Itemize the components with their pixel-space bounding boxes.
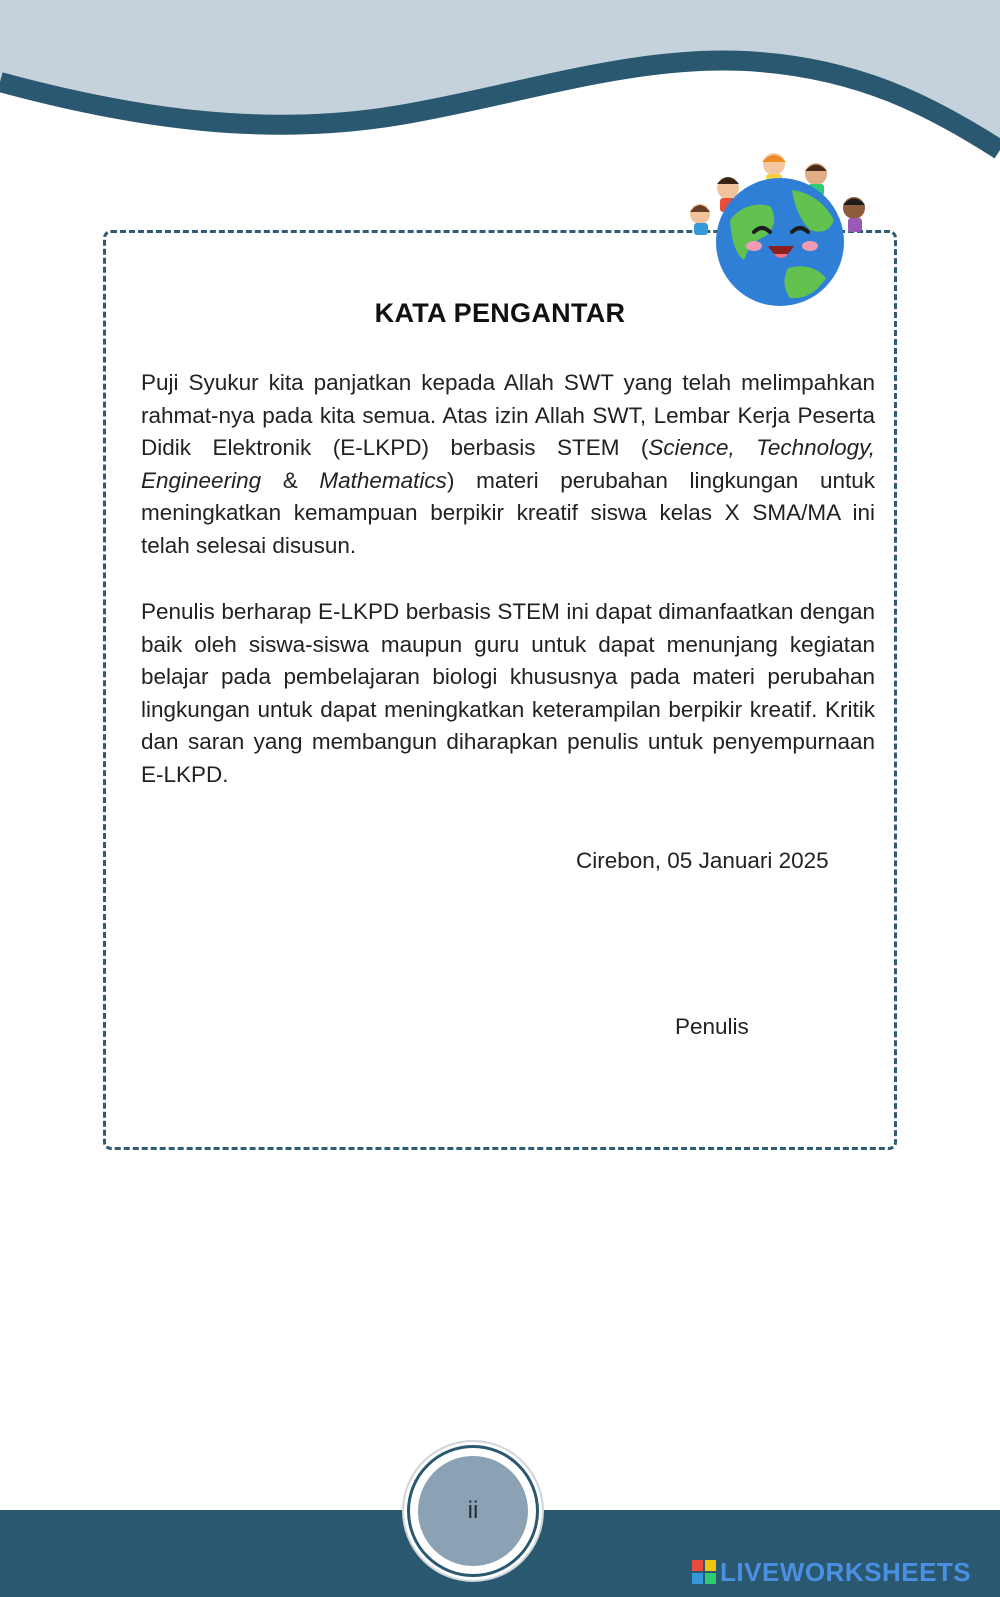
- hope-paragraph: Penulis berharap E-LKPD berbasis STEM ini dapat dimanfaatkan dengan baik oleh siswa-siswa maupun guru untuk dapat menunjang kegiatan belajar pada pembelajaran biologi khususnya pada materi perubahan lingkungan untuk dapat meningkatkan keterampilan berpikir kreatif. Kritik dan saran yang membangun diharapkan penulis untuk penyempurnaan E-LKPD.: [141, 599, 875, 787]
- watermark-text: LIVEWORKSHEETS: [720, 1556, 972, 1587]
- place-date: Cirebon, 05 Januari 2025: [576, 848, 829, 873]
- smiling-earth-with-children-icon: [688, 150, 878, 320]
- author-signature: Penulis: [675, 1014, 749, 1039]
- intro-paragraph-text-end: ) materi perubahan lingkungan untuk meningkatkan kemampuan berpikir kreatif siswa kelas X SMA/MA ini telah selesai disusun.: [141, 467, 875, 558]
- intro-paragraph-italic-2: Mathematics: [319, 467, 447, 493]
- page-title: KATA PENGANTAR: [374, 298, 626, 328]
- top-wave-decoration: [0, 0, 1000, 170]
- liveworksheets-watermark: [692, 1555, 992, 1589]
- page-number-badge: [418, 1456, 528, 1566]
- intro-paragraph: [141, 367, 875, 563]
- liveworksheets-logo-icon: [692, 1560, 716, 1584]
- page-number: ii: [467, 1497, 479, 1524]
- intro-paragraph-text: Puji Syukur kita panjatkan kepada Allah SWT yang telah melimpahkan rahmat-nya pada kita semua. Atas izin Allah SWT, Lembar Kerja Peserta Didik Elektronik (E-LKPD) berbasis STEM (: [141, 370, 875, 461]
- intro-paragraph-italic: Science, Technology, Engineering: [141, 435, 876, 493]
- intro-paragraph-amp: &: [261, 467, 320, 493]
